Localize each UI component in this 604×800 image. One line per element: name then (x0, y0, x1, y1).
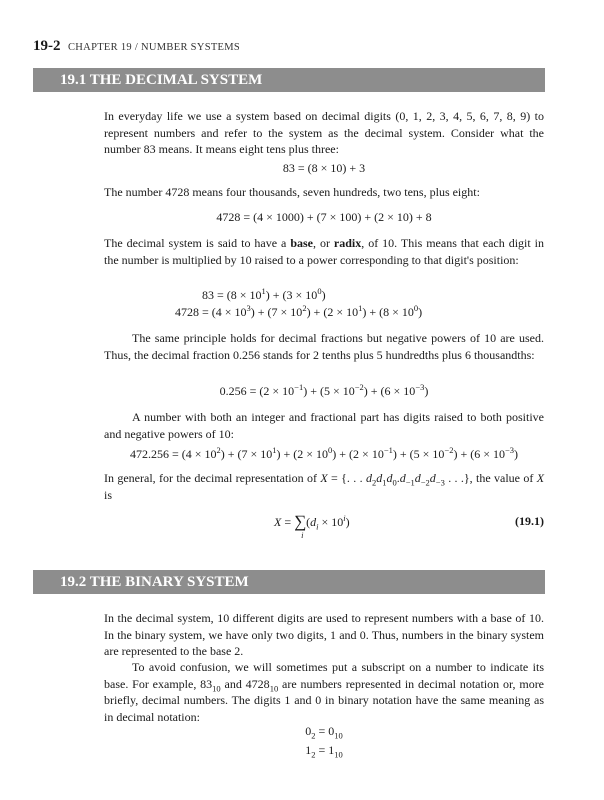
section-heading-binary: 19.2 THE BINARY SYSTEM (33, 570, 545, 594)
paragraph-binary-intro: In the decimal system, 10 different digits are used to represent numbers with a base of 10. In the binary system, we have only two digits, 1 and 0. Thus, numbers in the binary system are represented to the base 2. (104, 611, 544, 658)
equation-zero-binary: $0_2 = 0_{10}$ (305, 724, 343, 741)
paragraph-base-radix: The decimal system is said to have a base, or radix, of 10. This means that each digit in the number is multiplied by 10 raised to a power corresponding to that digit's position: (104, 236, 545, 267)
section-heading-decimal: 19.1 THE DECIMAL SYSTEM (33, 68, 545, 92)
paragraph-mixed-number: A number with both an integer and fractional part has digits raised to both positive and negative powers of 10: (104, 410, 544, 441)
term-base: base (290, 236, 313, 250)
equation-472256: $472.256 = (4 \times 10^2) + (7 \times 10^1) + (2 \times 10^0) + (2 \times 10^{-1}) + (5 \times 10^{-2}) + (6 \times 10^{-3})$ (129, 445, 519, 461)
equation-83-powers: $83 = (8 \times 10^1) + (3 \times 10^0)$ (202, 286, 326, 302)
equation-19-1: X = ∑ i $(d_i \times 10^i)$ (19.1) (274, 512, 544, 540)
paragraph-general-representation: In general, for the decimal representation of X = {. . . $d_2d_1d_0.d_{-1}d_{-2}d_{-3}$ . . .}, the value of X is (104, 471, 545, 502)
equation-4728-powers: $4728 = (4 \times 10^3) + (7 \times 10^2) + (2 \times 10^1) + (8 \times 10^0)$ (175, 303, 423, 319)
paragraph-decimal-fractions: The same principle holds for decimal fractions but negative powers of 10 are used. Thus, the decimal fraction 0.256 stands for 2 tenths plus 5 hundredths plus 6 thousandths: (104, 331, 544, 362)
page-number: 19-2 (33, 38, 61, 54)
running-title: CHAPTER 19 / NUMBER SYSTEMS (68, 42, 241, 53)
paragraph-4728: The number 4728 means four thousands, seven hundreds, two tens, plus eight: (104, 185, 480, 199)
paragraph-decimal-intro: In everyday life we use a system based on decimal digits (0, 1, 2, 3, 4, 5, 6, 7, 8, 9) to represent numbers and refer to the system as the decimal system. Consider what the number 83 means. It means eight tens plus three: (104, 109, 544, 156)
equation-number: (19.1) (515, 514, 544, 528)
paragraph-subscript-base: To avoid confusion, we will sometimes put a subscript on a number to indicate its base. For example, $83_{10}$ and $4728_{10}$ are numbers represented in decimal notation or, more briefly, decimal numbers. The digits 1 and 0 in binary notation have the same meaning as in decimal notation: (104, 660, 545, 724)
equation-4728: 4728 = (4 × 1000) + (7 × 100) + (2 × 10) + 8 (216, 210, 432, 224)
equation-0256: $0.256 = (2 \times 10^{-1}) + (5 \times 10^{-2}) + (6 \times 10^{-3})$ (219, 382, 429, 398)
equation-one-binary: $1_2 = 1_{10}$ (305, 743, 343, 760)
term-radix: radix (333, 236, 362, 250)
equation-83: 83 = (8 × 10) + 3 (282, 161, 366, 175)
page-header (33, 38, 240, 55)
